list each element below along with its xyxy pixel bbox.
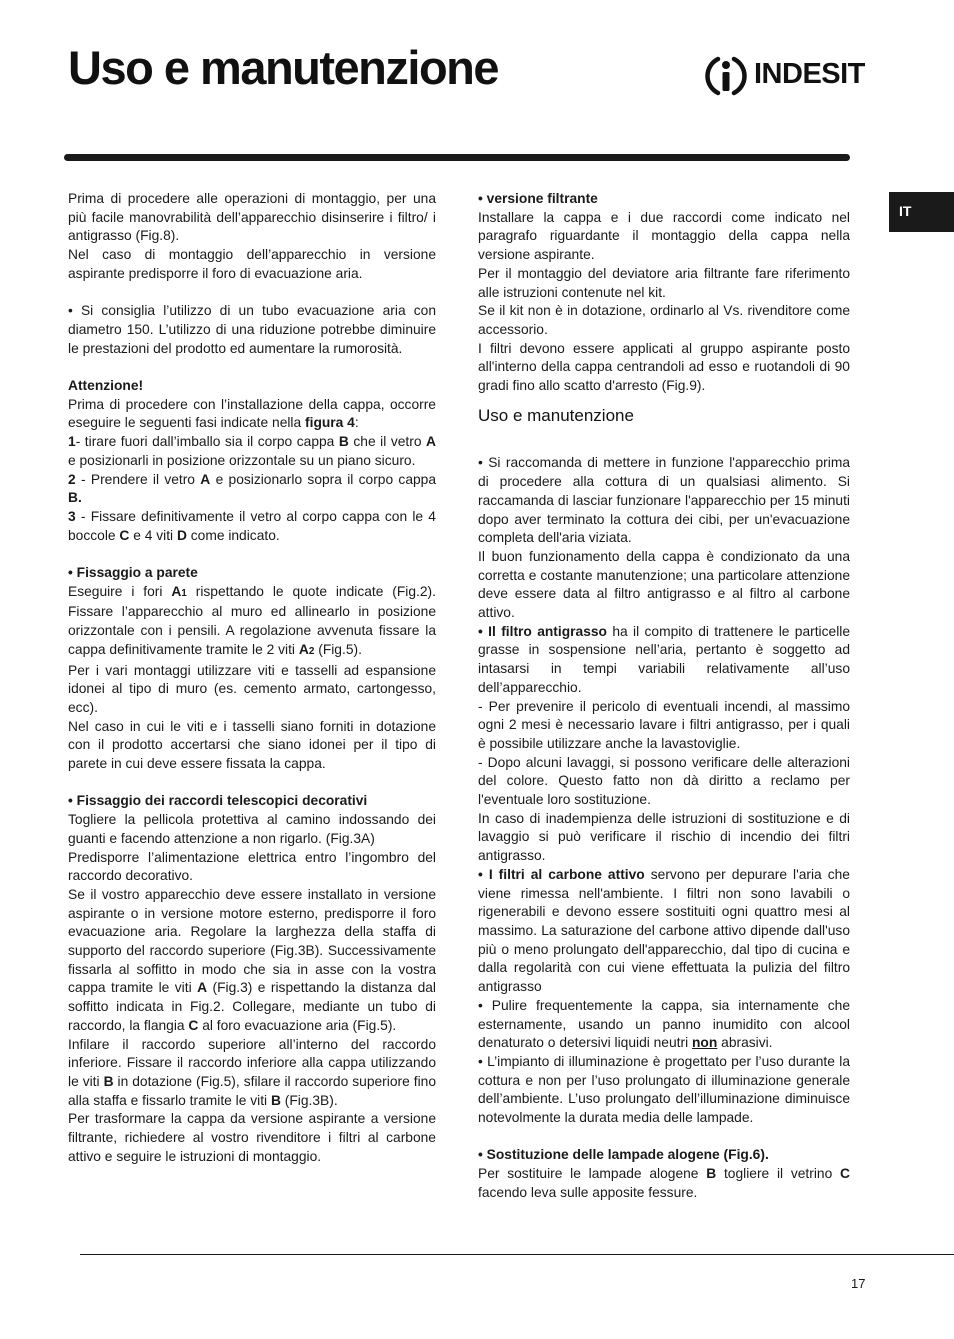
attention-step-3: 3 - Fissare definitivamente il vetro al corpo cappa con le 4 boccole C e 4 viti D come indicato.	[68, 508, 436, 543]
wall-mount-paragraph: Nel caso in cui le viti e i tasselli siano forniti in dotazione con il prodotto accertarsi che siano idonei per il tipo di parete in cui deve essere fissata la cappa.	[68, 718, 436, 772]
attention-intro: Prima di procedere con l’installazione della cappa, occorre eseguire le seguenti fasi indicate nella figura 4:	[68, 396, 436, 431]
filter-version-heading: • versione filtrante	[478, 191, 598, 206]
cleaning-paragraph: • Pulire frequentemente la cappa, sia internamente che esternamente, usando un panno inumidito con alcool denaturato o detersivi liquidi neutri non abrasivi.	[478, 997, 850, 1051]
carbon-filter-paragraph: • I filtri al carbone attivo servono per depurare l'aria che viene rimessa nell'ambiente. I filtri non sono lavabili o rigenerabili e devono essere sostituiti ogni quattro mesi al massimo. La saturazione del carbone attivo dipende dall'uso più o meno prolungato dell'apparecchio, dal tipo di cucina e dalla regolarità con cui viene effettuata la pulizia del filtro antigrasso	[478, 866, 850, 995]
telescopic-paragraph: Se il vostro apparecchio deve essere installato in versione aspirante o in versione motore esterno, predisporre il foro evacuazione aria. Regolare la larghezza della staffa di supporto del raccordo superiore (Fig.3B). Successivamente fissarla al soffitto in modo che sia in asse con la vostra cappa tramite le viti A (Fig.3) e rispettando la distanza dal soffitto indicata in Fig.2. Collegare, mediante un tubo di raccordo, la flangia C al foro evacuazione aria (Fig.5).	[68, 886, 436, 1033]
intro-paragraph: Prima di procedere alle operazioni di montaggio, per una più facile manovrabilità dell’apparecchio disinserire i filtro/ i antigrasso (Fig.8).	[68, 191, 436, 244]
left-column	[68, 190, 436, 1167]
attention-step-2: 2 - Prendere il vetro A e posizionarlo sopra il corpo cappa B.	[68, 471, 437, 506]
attention-heading: Attenzione!	[68, 378, 144, 393]
filter-version-paragraph: Per il montaggio del deviatore aria filtrante fare riferimento alle istruzioni contenute nel kit.	[478, 265, 850, 300]
wall-mount-paragraph: Eseguire i fori A1 rispettando le quote indicate (Fig.2). Fissare l’apparecchio al muro ed allinearlo in posizione orizzontale con i pensili. A regolazione avvenuta fissare la cappa definitivamente tramite le 2 viti A2 (Fig.5).	[68, 583, 436, 657]
filter-version-paragraph: I filtri devono essere applicati al gruppo aspirante posto all'interno della cappa centrandoli ad esso e ruotandoli di 90 gradi fino allo scatto d'arresto (Fig.9).	[478, 340, 850, 394]
lighting-paragraph: • L’impianto di illuminazione è progettato per l’uso durante la cottura e non per l’uso prolungato di illuminazione generale dell’ambiente. L’uso prolungato dell’illuminazione diminuisce notevolmente la durata media delle lampade.	[478, 1053, 850, 1126]
page-number: 17	[851, 1276, 866, 1291]
maintenance-paragraph: In caso di inadempienza delle istruzioni di sostituzione e di lavaggio si può verificare il rischio di incendio dei filtri antigrasso.	[478, 810, 850, 864]
telescopic-heading: • Fissaggio dei raccordi telescopici decorativi	[68, 793, 368, 809]
section-title: Uso e manutenzione	[478, 405, 634, 425]
header-divider	[64, 154, 850, 161]
right-column	[478, 190, 850, 1203]
footer-divider	[80, 1254, 954, 1255]
telescopic-paragraph: Predisporre l’alimentazione elettrica entro l’ingombro del raccordo decorativo.	[68, 849, 436, 884]
wall-mount-heading: • Fissaggio a parete	[68, 565, 198, 581]
indesit-logo-icon	[704, 54, 752, 98]
maintenance-paragraph: - Dopo alcuni lavaggi, si possono verificare delle alterazioni del colore. Questo fatto non dà diritto a reclamo per l'eventuale loro sostituzione.	[478, 754, 850, 808]
lamps-heading: • Sostituzione delle lampade alogene (Fig.6).	[478, 1147, 769, 1163]
tube-note: • Si consiglia l’utilizzo di un tubo evacuazione aria con diametro 150. L’utilizzo di una riduzione potrebbe diminuire le prestazioni del prodotto ed aumentare la rumorosità.	[68, 303, 436, 356]
filter-version-paragraph: Se il kit non è in dotazione, ordinarlo al Vs. rivenditore come accessorio.	[478, 303, 850, 337]
page-title: Uso e manutenzione	[68, 41, 499, 94]
intro-paragraph: Nel caso di montaggio dell’apparecchio in versione aspirante predisporre il foro di evacuazione aria.	[68, 247, 436, 281]
maintenance-paragraph: • Si raccomanda di mettere in funzione l'apparecchio prima di procedere alla cottura di un qualsiasi alimento. Si raccamanda di lasciar funzionare l'apparecchio per 15 minuti dopo aver terminato la cottura dei cibi, per un'evacuazione completa dell'aria viziata.	[478, 455, 850, 546]
maintenance-paragraph: Il buon funzionamento della cappa è condizionato da una corretta e costante manutenzione; una particolare attenzione deve essere data al filtro antigrasso e al filtro al carbone attivo.	[478, 548, 850, 621]
wall-mount-paragraph: Per i vari montaggi utilizzare viti e tasselli ad espansione idonei al tipo di muro (es. cemento armato, cartongesso, ecc).	[68, 662, 436, 715]
telescopic-paragraph: Infilare il raccordo superiore all’interno del raccordo inferiore. Fissare il raccordo inferiore alla cappa utilizzando le viti B in dotazione (Fig.5), sfilare il raccordo superiore fino alla staffa e fissarlo tramite le viti B (Fig.3B).	[68, 1036, 436, 1108]
telescopic-paragraph: Togliere la pellicola protettiva al camino indossando dei guanti e facendo attenzione a non rigarlo. (Fig.3A)	[68, 812, 436, 846]
attention-step-1: 1- tirare fuori dall’imballo sia il corpo cappa B che il vetro A e posizionarli in posizione orizzontale su un piano sicuro.	[68, 434, 436, 468]
brand-name: INDESIT	[754, 58, 865, 90]
telescopic-paragraph: Per trasformare la cappa da versione aspirante a versione filtrante, richiedere al vostro rivenditore i filtri al carbone attivo e seguire le istruzioni di montaggio.	[68, 1111, 436, 1164]
grease-filter-paragraph: • Il filtro antigrasso ha il compito di trattenere le particelle grasse in sospensione nell’aria, pertanto è soggetto ad intasarsi in tempi variabili relativamente all’uso dell’apparecchio.	[478, 623, 850, 695]
language-tab: IT	[889, 192, 954, 232]
lamps-paragraph: Per sostituire le lampade alogene B togliere il vetrino C facendo leva sulle apposite fessure.	[478, 1166, 851, 1200]
brand-logo	[704, 54, 868, 98]
maintenance-paragraph: - Per prevenire il pericolo di eventuali incendi, al massimo ogni 2 mesi è necessario lavare i filtri antigrasso, per i quali è possibile utilizzare anche la lavastoviglie.	[478, 698, 850, 751]
filter-version-paragraph: Installare la cappa e i due raccordi come indicato nel paragrafo riguardante il montaggio della cappa nella versione aspirante.	[478, 209, 850, 263]
